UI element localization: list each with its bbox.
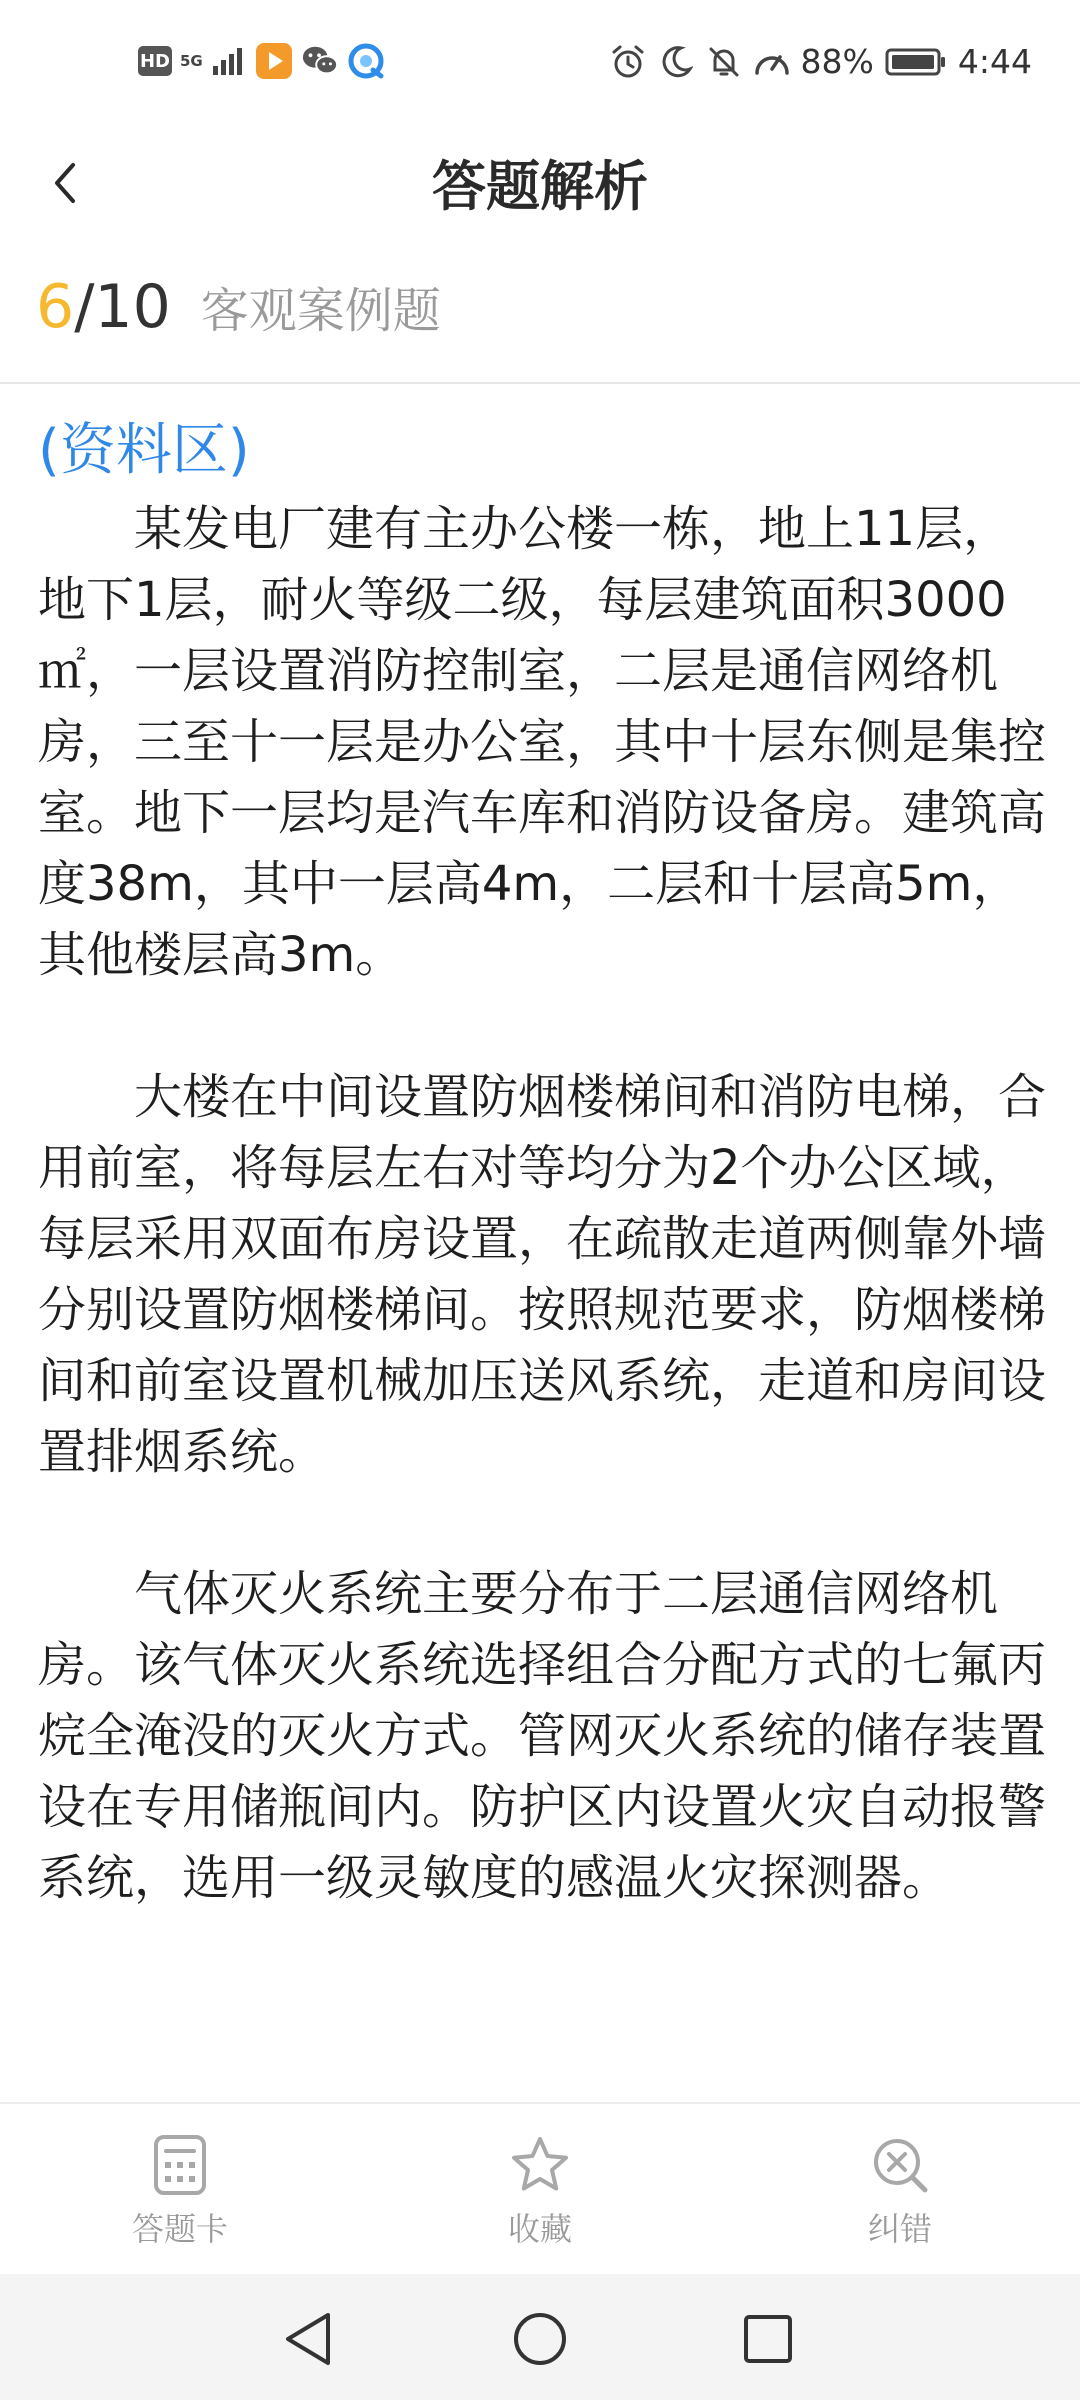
page-title: 答题解析 bbox=[432, 155, 648, 218]
star-icon bbox=[509, 2134, 571, 2196]
app-header bbox=[0, 130, 1080, 240]
hd-badge: HD bbox=[138, 46, 172, 76]
answer-card-label: 答题卡 bbox=[131, 2210, 228, 2248]
divider bbox=[0, 382, 1080, 384]
material-paragraph: 气体灭火系统主要分布于二层通信网络机房。该气体灭火系统选择组合分配方式的七氟丙烷全淹没的灭火方式。管网灭火系统的储存装置设在专用储瓶间内。防护区内设置火灾自动报警系统，选用一级灵敏度的感温火灾探测器。 bbox=[38, 1566, 1047, 1906]
status-bar bbox=[0, 0, 1080, 130]
chevron-left-icon bbox=[45, 159, 85, 207]
battery-percent: 88% bbox=[800, 42, 874, 81]
back-button[interactable] bbox=[30, 148, 100, 218]
browser-app-icon bbox=[347, 42, 385, 80]
bottom-toolbar bbox=[0, 2102, 1080, 2276]
battery-icon bbox=[884, 43, 948, 81]
question-progress bbox=[36, 272, 441, 352]
progress-separator: / bbox=[74, 272, 95, 342]
alarm-icon bbox=[609, 43, 647, 81]
system-navigation-bar bbox=[0, 2274, 1080, 2400]
material-paragraph: 大楼在中间设置防烟楼梯间和消防电梯，合用前室，将每层左右对等均分为2个办公区域，每层采用双面布房设置，在疏散走道两侧靠外墙分别设置防烟楼梯间。按照规范要求，防烟楼梯间和前室设置机械加压送风系统，走道和房间设置排烟系统。 bbox=[38, 1069, 1047, 1480]
nav-back-button[interactable] bbox=[273, 2304, 343, 2374]
square-recents-icon bbox=[740, 2311, 796, 2367]
current-question-number: 6 bbox=[36, 272, 75, 342]
answer-card-button[interactable] bbox=[80, 2134, 280, 2250]
favorite-label: 收藏 bbox=[507, 2210, 572, 2248]
question-type: 客观案例题 bbox=[200, 283, 441, 339]
speed-icon bbox=[753, 43, 791, 81]
nav-recents-button[interactable] bbox=[733, 2304, 803, 2374]
total-questions: 10 bbox=[94, 272, 171, 342]
network-type: 5G bbox=[180, 52, 203, 70]
mute-icon bbox=[705, 43, 743, 81]
signal-icon bbox=[209, 42, 247, 80]
clock: 4:44 bbox=[957, 42, 1032, 81]
report-error-button[interactable] bbox=[800, 2134, 1000, 2250]
answer-card-icon bbox=[152, 2134, 208, 2196]
moon-icon bbox=[657, 43, 695, 81]
favorite-button[interactable] bbox=[440, 2134, 640, 2250]
status-right bbox=[609, 42, 1032, 81]
material-paragraph: 某发电厂建有主办公楼一栋，地上11层，地下1层，耐火等级二级，每层建筑面积3000㎡，一层设置消防控制室，二层是通信网络机房，三至十一层是办公室，其中十层东侧是集控室。地下一层均是汽车库和消防设备房。建筑高度38m，其中一层高4m，二层和十层高5m，其他楼层高3m。 bbox=[38, 501, 1047, 983]
status-left bbox=[138, 42, 385, 80]
video-app-icon bbox=[255, 42, 293, 80]
circle-home-icon bbox=[510, 2309, 570, 2369]
triangle-back-icon bbox=[280, 2309, 336, 2369]
material-content[interactable] bbox=[38, 412, 1048, 2102]
report-error-icon bbox=[869, 2134, 931, 2196]
report-error-label: 纠错 bbox=[867, 2210, 932, 2248]
section-label: (资料区) bbox=[38, 418, 250, 483]
wechat-icon bbox=[301, 42, 339, 80]
nav-home-button[interactable] bbox=[505, 2304, 575, 2374]
